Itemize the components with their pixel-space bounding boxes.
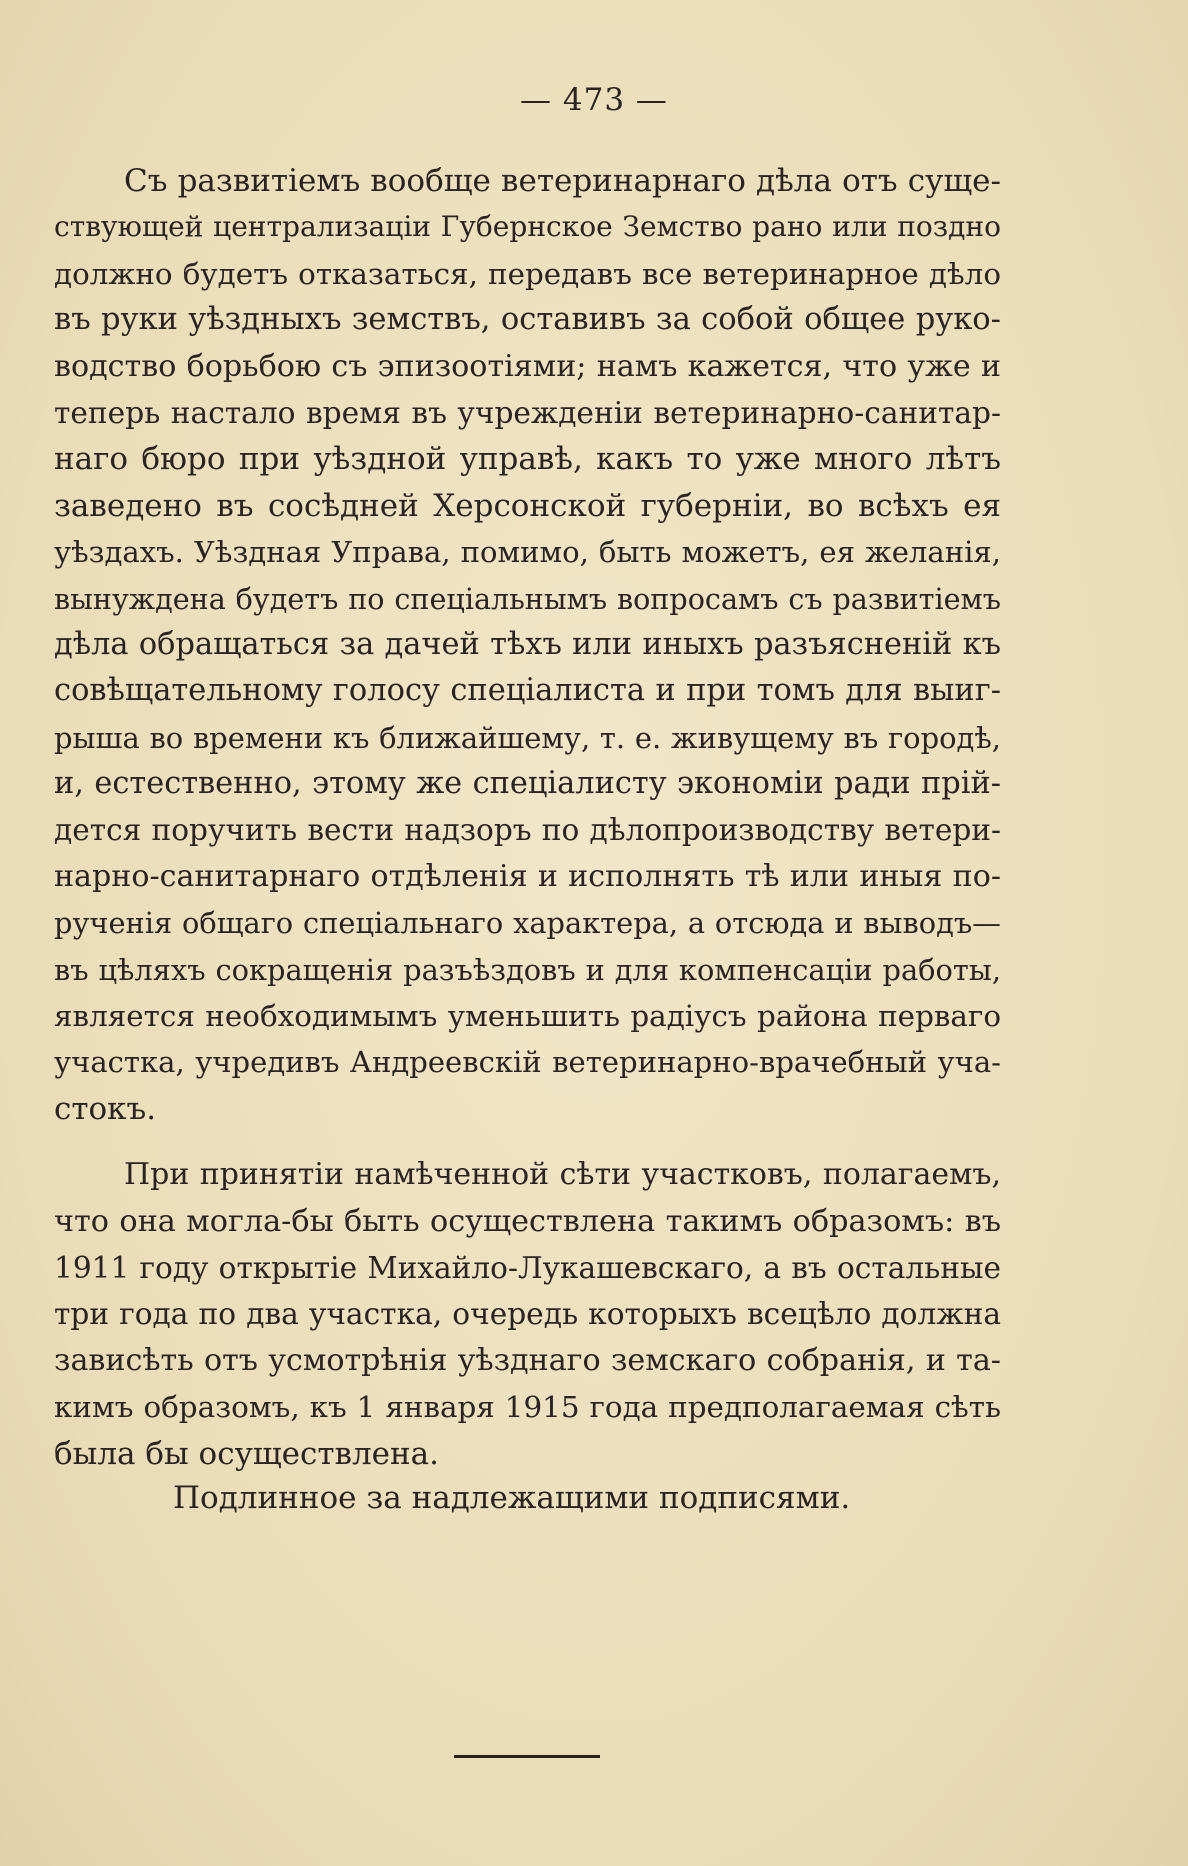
text-line: совѣщательному голосу спеціалиста и при томъ для выиг-	[54, 673, 1001, 709]
text-line: уѣздахъ. Уѣздная Управа, помимо, быть можетъ, ея желанія,	[54, 535, 1001, 570]
text-line: наго бюро при уѣздной управѣ, какъ то уже много лѣтъ	[54, 441, 1001, 478]
text-line: зависѣть отъ усмотрѣнія уѣзднаго земскаго собранія, и та-	[54, 1342, 1001, 1378]
text-line: нарно-санитарнаго отдѣленія и исполнять тѣ или иныя по-	[54, 858, 1001, 894]
text-line: водство борьбою съ эпизоотіями; намъ кажется, что уже и	[54, 348, 1001, 384]
text-line: вынуждена будетъ по спеціальнымъ вопросамъ съ развитіемъ	[54, 581, 1001, 616]
text-line: заведено въ сосѣдней Херсонской губерніи, во всѣхъ ея	[54, 487, 1001, 524]
text-line: была бы осуществлена.	[54, 1435, 439, 1472]
text-line: ствующей централизаціи Губернское Земство рано или поздно	[54, 210, 1001, 244]
text-line: что она могла-бы быть осуществлена такимъ образомъ: въ	[54, 1203, 1001, 1239]
text-line: теперь настало время въ учрежденіи ветеринарно-санитар-	[54, 394, 1001, 430]
text-line: рученія общаго спеціальнаго характера, а отсюда и выводъ—	[54, 906, 1001, 941]
text-line: должно будетъ отказаться, передавъ все ветеринарное дѣло	[54, 256, 1001, 291]
text-line: кимъ образомъ, къ 1 января 1915 года предполагаемая сѣть	[54, 1390, 1001, 1425]
end-rule	[454, 1755, 600, 1758]
text-line: въ цѣляхъ сокращенія разъѣздовъ и для компенсаціи работы,	[54, 952, 1001, 987]
text-line: и, естественно, этому же спеціалисту экономіи ради прій-	[54, 766, 1001, 802]
text-line: Съ развитіемъ вообще ветеринарнаго дѣла отъ суще-	[124, 163, 1001, 199]
text-line: три года по два участка, очередь которыхъ всецѣло должна	[54, 1296, 1001, 1332]
text-line: дѣла обращаться за дачей тѣхъ или иныхъ разъясненій къ	[54, 626, 1001, 662]
body-text	[54, 158, 1001, 1477]
text-line: рыша во времени къ ближайшему, т. е. живущему въ городѣ,	[54, 720, 1001, 755]
text-line: въ руки уѣздныхъ земствъ, оставивъ за собой общее руко-	[54, 302, 1001, 338]
paragraph-1	[54, 158, 1001, 1132]
text-line: стокъ.	[54, 1090, 157, 1127]
text-line: дется поручить вести надзоръ по дѣлопроизводству ветери-	[54, 813, 1001, 848]
text-line: При принятіи намѣченной сѣти участковъ, полагаемъ,	[124, 1157, 1001, 1193]
text-line: участка, учредивъ Андреевскій ветеринарно-врачебный уча-	[54, 1045, 1001, 1080]
page-number: — 473 —	[520, 82, 668, 118]
signature-note: Подлинное за надлежащими подписями.	[173, 1480, 851, 1516]
text-line: является необходимымъ уменьшить радіусъ района перваго	[54, 999, 1001, 1034]
paragraph-2	[54, 1152, 1001, 1477]
paragraph-gap	[54, 1132, 1001, 1152]
text-line: 1911 году открытіе Михайло-Лукашевскаго, а въ остальные	[54, 1250, 1001, 1285]
